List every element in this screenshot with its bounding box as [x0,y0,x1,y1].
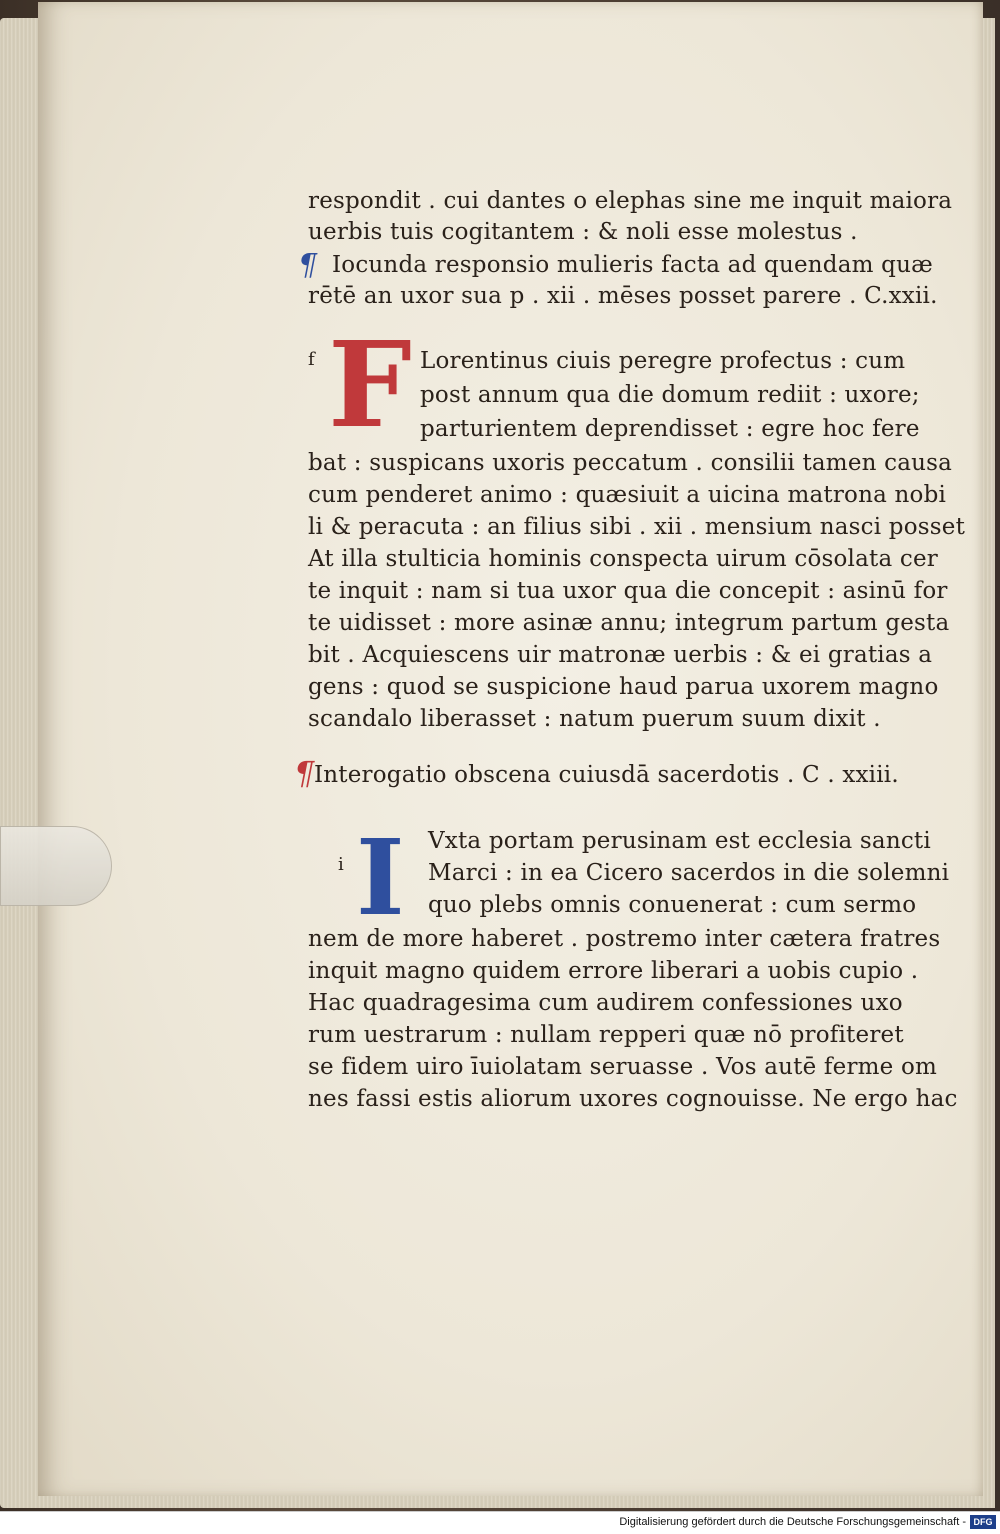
text-line: inquit magno quidem errore liberari a uobis cupio . [308,958,919,984]
rubric-heading-line: Iocunda responsio mulieris facta ad quendam quæ [332,252,933,278]
guide-letter: i [338,854,344,875]
rubric-mark-blue: ¶ [298,248,318,283]
text-line: gens : quod se suspicione haud parua uxorem magno [308,674,939,700]
text-line: te uidisset : more asinæ annu; integrum partum gesta [308,610,950,636]
guide-letter: f [308,349,315,370]
text-line: Vxta portam perusinam est ecclesia sancti [428,828,931,854]
footer-credit: Digitalisierung gefördert durch die Deutsche Forschungsgemeinschaft - [619,1516,966,1528]
text-line: cum penderet animo : quæsiuit a uicina matrona nobi [308,482,947,508]
text-line: se fidem uiro īuiolatam seruasse . Vos autē ferme om [308,1054,938,1080]
page-tab-clip [0,826,112,906]
text-line: scandalo liberasset : natum puerum suum dixit . [308,706,881,732]
text-line: quo plebs omnis conuenerat : cum sermo [428,892,917,918]
text-line: Marci : in ea Cicero sacerdos in die solemni [428,860,950,886]
text-line: bit . Acquiescens uir matronæ uerbis : & ei gratias a [308,642,933,668]
text-line: li & peracuta : an filius sibi . xii . mensium nasci posset [308,514,966,540]
text-line: respondit . cui dantes o elephas sine me inquit maiora [308,188,953,214]
blue-initial-letter: I [356,816,405,939]
text-line: Hac quadragesima cum audirem confessiones uxo [308,990,903,1016]
rubric-heading-line: rētē an uxor sua p . xii . mēses posset parere . C.xxii. [308,283,938,309]
text-line: nes fassi estis aliorum uxores cognouisse. Ne ergo hac [308,1086,958,1112]
text-line: Lorentinus ciuis peregre profectus : cum [420,348,906,374]
text-line: uerbis tuis cogitantem : & noli esse molestus . [308,219,858,245]
rubric-heading-line: Interogatio obscena cuiusdā sacerdotis . C . xxiii. [314,762,899,788]
footer-bar [0,1511,1000,1534]
red-initial-letter: F [328,315,412,454]
text-line: At illa stulticia hominis conspecta uirum cōsolata cer [308,546,938,572]
book-page [38,2,983,1496]
text-line: bat : suspicans uxoris peccatum . consilii tamen causa [308,450,953,476]
dfg-logo-icon: DFG [970,1515,996,1529]
rubric-mark-red: ¶ [294,754,315,792]
text-line: post annum qua die domum rediit : uxore; [420,382,920,408]
text-line: rum uestrarum : nullam repperi quæ nō profiteret [308,1022,904,1048]
text-line: parturientem deprendisset : egre hoc fere [420,416,920,442]
text-line: te inquit : nam si tua uxor qua die concepit : asinū for [308,578,948,604]
text-line: nem de more haberet . postremo inter cætera fratres [308,926,941,952]
